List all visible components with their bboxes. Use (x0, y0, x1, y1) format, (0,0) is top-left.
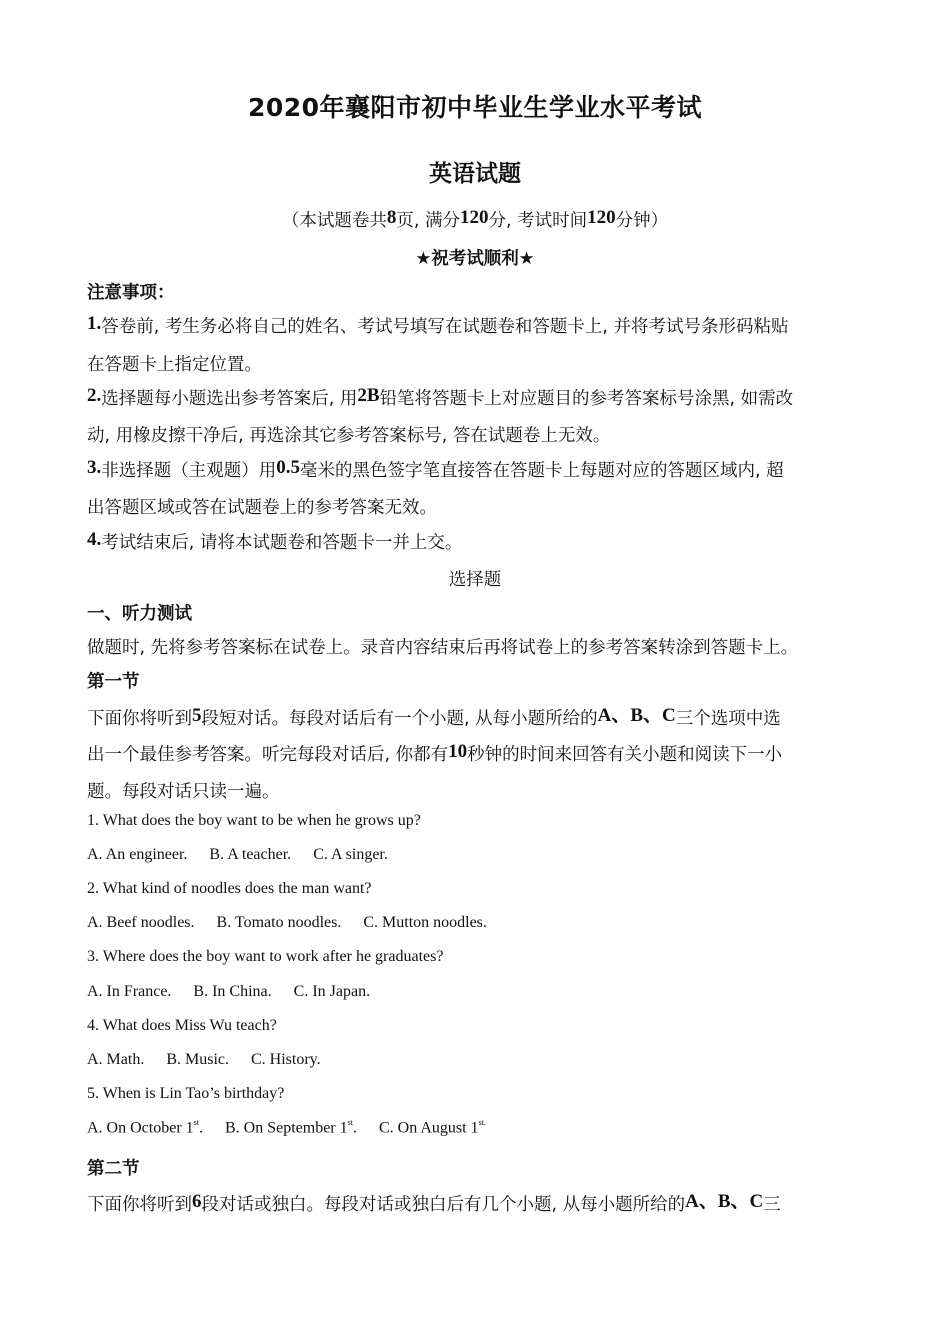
question-2: 2. What kind of noodles does the man want? (87, 880, 372, 897)
part-two-title: 第二节 (87, 1159, 140, 1179)
notice-item-2-cont: 动, 用橡皮擦干净后, 再选涂其它参考答案标号, 答在试题卷上无效。 (87, 426, 611, 446)
page-count: 8 (386, 207, 397, 228)
exam-title: 2020年襄阳市初中毕业生学业水平考试 (247, 93, 703, 122)
notice-item-3: 3.非选择题（主观题）用0.5毫米的黑色签字笔直接答在答题卡上每题对应的答题区域内, 超 (87, 457, 784, 481)
question-2-options (87, 914, 509, 932)
exam-time: 120 (587, 207, 616, 228)
full-score: 120 (460, 207, 489, 228)
option-b: B. Tomato noodles. (216, 914, 342, 931)
notice-heading: 注意事项： (87, 283, 175, 303)
option-b: B. On September 1st. (224, 1118, 357, 1137)
part-one-direction-2: 出一个最佳参考答案。听完每段对话后, 你都有10秒钟的时间来回答有关小题和阅读下一小 (87, 741, 783, 765)
part-two-direction-1: 下面你将听到6段对话或独白。每段对话或独白后有几个小题, 从每小题所给的A、B、C三 (87, 1191, 781, 1215)
good-luck-wish: ★祝考试顺利★ (415, 249, 535, 269)
option-a: A. Math. (87, 1051, 145, 1068)
question-3-options (87, 983, 392, 1001)
question-1: 1. What does the boy want to be when he grows up? (87, 812, 421, 829)
option-c: C. On August $1^{st.}$ (378, 1118, 486, 1137)
option-a: A. An engineer. (87, 846, 188, 863)
option-b: B. A teacher. (209, 846, 292, 863)
notice-item-1: 1.答卷前, 考生务必将自己的姓名、考试号填写在试题卷和答题卡上, 并将考试号条形码粘贴 (87, 313, 789, 337)
listening-instruction: 做题时, 先将参考答案标在试卷上。录音内容结束后再将试卷上的参考答案转涂到答题卡上。 (87, 638, 799, 658)
option-a: A. On October 1st. (87, 1118, 203, 1137)
question-3: 3. Where does the boy want to work after he graduates? (87, 948, 444, 965)
option-c: C. History. (251, 1051, 321, 1068)
question-5-options (87, 1119, 508, 1137)
option-b: B. In China. (193, 983, 272, 1000)
section-heading: 选择题 (448, 570, 502, 590)
notice-item-4: 4.考试结束后, 请将本试题卷和答题卡一并上交。 (87, 529, 463, 553)
question-1-options (87, 846, 410, 864)
option-c: C. Mutton noodles. (363, 914, 487, 931)
question-4: 4. What does Miss Wu teach? (87, 1017, 277, 1034)
option-c: C. A singer. (313, 846, 388, 863)
option-c: C. In Japan. (293, 983, 371, 1000)
option-a: A. Beef noodles. (87, 914, 195, 931)
part-one-direction-1: 下面你将听到5段短对话。每段对话后有一个小题, 从每小题所给的A、B、C三个选项中选 (87, 705, 781, 729)
exam-info: （本试题卷共8页, 满分120分, 考试时间120分钟） (281, 207, 669, 231)
notice-item-2: 2.选择题每小题选出参考答案后, 用2B铅笔将答题卡上对应题目的参考答案标号涂黑, 如需改 (87, 385, 794, 409)
question-5: 5. When is Lin Tao’s birthday? (87, 1085, 285, 1102)
listening-title: 一、听力测试 (87, 604, 192, 624)
exam-subject: 英语试题 (429, 161, 521, 187)
part-one-title: 第一节 (87, 672, 140, 692)
notice-item-3-cont: 出答题区域或答在试题卷上的参考答案无效。 (87, 498, 437, 518)
part-one-direction-3: 题。每段对话只读一遍。 (87, 782, 280, 802)
notice-item-1-cont: 在答题卡上指定位置。 (87, 355, 262, 375)
option-b: B. Music. (166, 1051, 229, 1068)
question-4-options (87, 1051, 343, 1069)
option-a: A. In France. (87, 983, 172, 1000)
